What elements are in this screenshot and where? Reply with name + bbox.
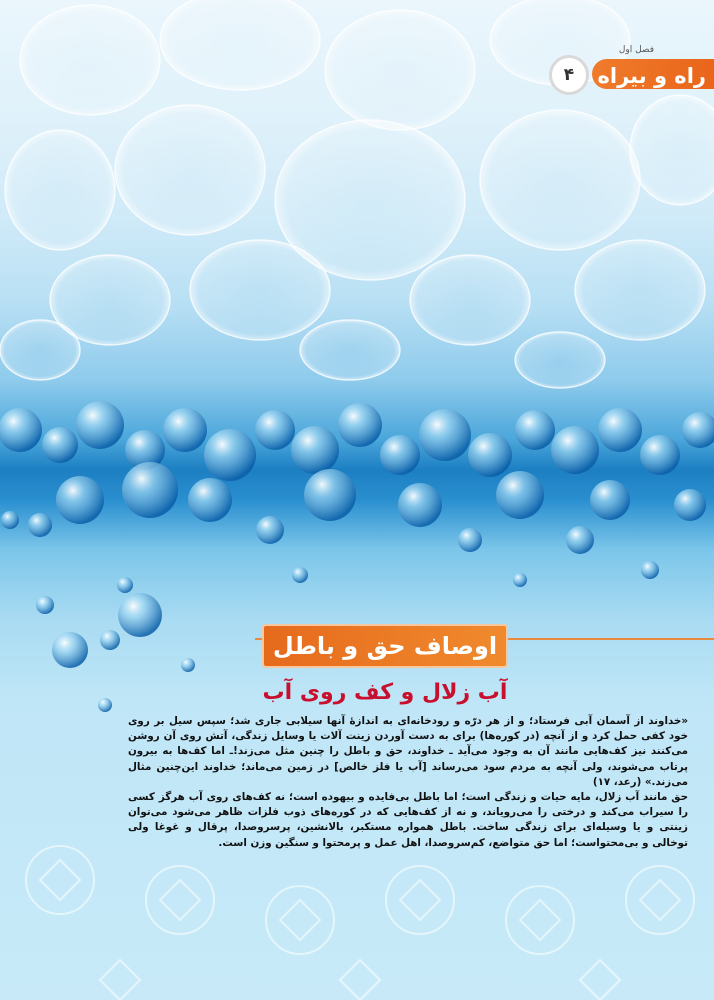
article-body bbox=[128, 714, 688, 851]
body-paragraph-1: «خداوند از آسمان آبی فرستاد؛ و از هر درّه و رودخانه‌ای به اندازهٔ آنها سیلابی جاری شد؛ سپس سیل بر روی خود کفی حمل کرد و از آنچه (در کوره‌ها) برای به دست آوردن زینت آلات یا وسایل زندگی، آتش روی آن روشن می‌کنند نیز کف‌هایی مانند آن به وجود می‌آید ـ خداوند، حق و باطل را چنین مثل می‌زند!ـ اما کف‌ها به بیرون پرتاب می‌شوند، ولی آنچه به مردم سود می‌رساند [آب یا فلز خالص] در زمین می‌ماند؛ خداوند این‌چنین مثال می‌زند.» (رعد، ۱۷) bbox=[128, 715, 688, 788]
article-subtitle: آب زلال و کف روی آب bbox=[262, 680, 508, 705]
chapter-title: راه و بیراه bbox=[597, 64, 706, 88]
page-number: ۴ bbox=[549, 55, 589, 95]
title-band bbox=[262, 624, 508, 668]
section-label: فصل اول bbox=[618, 45, 654, 55]
title-band-text: اوصاف حق و باطل bbox=[272, 632, 498, 660]
chapter-badge bbox=[549, 45, 714, 95]
chapter-bar bbox=[592, 59, 714, 89]
body-paragraph-2: حق مانند آب زلال، مایه حیات و زندگی است؛ اما باطل بی‌فایده و بیهوده است؛ نه کف‌های روی آب هرگز کسی را سیراب می‌کند و درختی را می‌رویاند، و نه از کف‌هایی که در کوره‌های ذوب فلزات ظاهر می‌شود می‌توان زینتی و یا وسیله‌ای برای زندگی ساخت. باطل همواره مستکبر، بالانشین، پرسروصدا، پرقال و غوغا ولی توخالی و بی‌محتواست؛ اما حق متواضع، کم‌سروصدا، اهل عمل و پرمحتوا و سنگین وزن است. bbox=[128, 791, 688, 849]
